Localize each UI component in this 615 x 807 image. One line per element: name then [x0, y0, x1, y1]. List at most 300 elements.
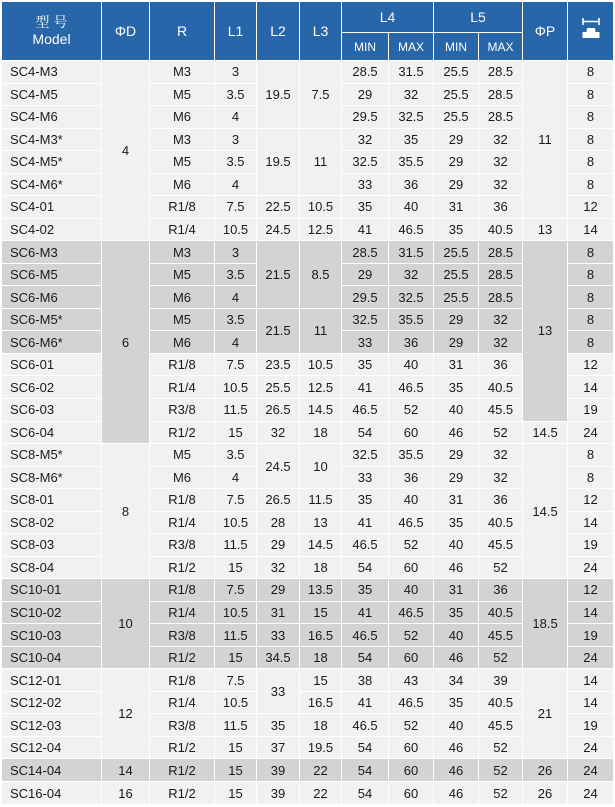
cell-wrench-size: 24 [568, 646, 614, 669]
cell-l5-min: 35 [434, 691, 479, 714]
cell-r: R1/4 [150, 511, 215, 534]
cell-l5-min: 25.5 [434, 83, 479, 106]
cell-l5-min: 46 [434, 556, 479, 579]
cell-l2: 24.5 [257, 218, 300, 241]
cell-l5-min: 29 [434, 173, 479, 196]
cell-r: M3 [150, 241, 215, 264]
cell-wrench-size: 14 [568, 601, 614, 624]
cell-l3: 18 [300, 646, 342, 669]
cell-r: R1/8 [150, 489, 215, 512]
cell-l3: 14.5 [300, 534, 342, 557]
cell-l3: 12.5 [300, 376, 342, 399]
cell-r: M6 [150, 466, 215, 489]
cell-l4-min: 54 [342, 556, 389, 579]
cell-l5-min: 40 [434, 398, 479, 421]
cell-l5-max: 52 [479, 421, 523, 444]
cell-l2: 32 [257, 421, 300, 444]
cell-model: SC8-02 [2, 511, 102, 534]
cell-l5-max: 45.5 [479, 534, 523, 557]
cell-l2: 32 [257, 556, 300, 579]
cell-l1: 3 [215, 128, 257, 151]
cell-l5-min: 35 [434, 511, 479, 534]
cell-l4-min: 54 [342, 782, 389, 805]
cell-l4-max: 31.5 [389, 61, 434, 84]
cell-wrench-size: 24 [568, 759, 614, 782]
cell-l4-min: 35 [342, 489, 389, 512]
cell-l1: 10.5 [215, 601, 257, 624]
cell-r: R3/8 [150, 714, 215, 737]
cell-r: R1/2 [150, 736, 215, 759]
cell-wrench-size: 14 [568, 691, 614, 714]
cell-l5-min: 46 [434, 759, 479, 782]
cell-model: SC8-M5* [2, 444, 102, 467]
cell-l4-max: 46.5 [389, 218, 434, 241]
cell-l3: 12.5 [300, 218, 342, 241]
cell-l3: 8.5 [300, 241, 342, 309]
cell-l5-max: 32 [479, 173, 523, 196]
cell-l5-max: 52 [479, 782, 523, 805]
cell-l1: 3.5 [215, 308, 257, 331]
cell-l4-max: 46.5 [389, 691, 434, 714]
cell-model: SC4-M3* [2, 128, 102, 151]
cell-l1: 7.5 [215, 353, 257, 376]
header-l3: L3 [300, 2, 342, 61]
cell-l1: 3.5 [215, 263, 257, 286]
cell-l3: 16.5 [300, 624, 342, 647]
cell-phi-d: 8 [102, 444, 150, 579]
cell-l2: 37 [257, 736, 300, 759]
cell-l4-max: 46.5 [389, 601, 434, 624]
cell-r: M5 [150, 444, 215, 467]
cell-r: R1/2 [150, 421, 215, 444]
cell-phi-p: 14.5 [523, 444, 568, 579]
cell-model: SC4-M5 [2, 83, 102, 106]
cell-l5-max: 40.5 [479, 511, 523, 534]
cell-l5-min: 31 [434, 353, 479, 376]
cell-l1: 10.5 [215, 511, 257, 534]
cell-phi-p: 26 [523, 759, 568, 782]
cell-l5-max: 40.5 [479, 691, 523, 714]
cell-wrench-size: 14 [568, 669, 614, 692]
cell-phi-p: 13 [523, 241, 568, 421]
cell-l4-min: 29 [342, 83, 389, 106]
cell-l5-min: 31 [434, 489, 479, 512]
cell-wrench-size: 12 [568, 579, 614, 602]
cell-r: M6 [150, 173, 215, 196]
cell-l4-min: 32.5 [342, 444, 389, 467]
cell-wrench-size: 8 [568, 466, 614, 489]
cell-r: R1/4 [150, 376, 215, 399]
cell-l5-max: 28.5 [479, 106, 523, 129]
cell-l2: 31 [257, 601, 300, 624]
cell-wrench-size: 14 [568, 218, 614, 241]
cell-l3: 13 [300, 511, 342, 534]
cell-l4-min: 33 [342, 466, 389, 489]
cell-l2: 25.5 [257, 376, 300, 399]
cell-l5-max: 28.5 [479, 61, 523, 84]
cell-model: SC8-04 [2, 556, 102, 579]
cell-l4-max: 35.5 [389, 444, 434, 467]
header-l5-min: MIN [434, 33, 479, 61]
cell-r: R1/2 [150, 646, 215, 669]
cell-l5-max: 32 [479, 466, 523, 489]
cell-l1: 15 [215, 646, 257, 669]
cell-l4-max: 31.5 [389, 241, 434, 264]
cell-l2: 33 [257, 624, 300, 647]
cell-l5-max: 40.5 [479, 601, 523, 624]
cell-l4-min: 29 [342, 263, 389, 286]
cell-l3: 18 [300, 556, 342, 579]
cell-phi-p: 18.5 [523, 579, 568, 669]
cell-l5-max: 52 [479, 556, 523, 579]
cell-phi-p: 21 [523, 669, 568, 759]
cell-l4-min: 41 [342, 218, 389, 241]
cell-l4-max: 60 [389, 759, 434, 782]
cell-l4-max: 60 [389, 421, 434, 444]
cell-l5-min: 25.5 [434, 61, 479, 84]
cell-l4-max: 32.5 [389, 286, 434, 309]
cell-l5-max: 32 [479, 444, 523, 467]
cell-l1: 15 [215, 759, 257, 782]
cell-l4-max: 46.5 [389, 511, 434, 534]
cell-l2: 23.5 [257, 353, 300, 376]
cell-wrench-size: 8 [568, 106, 614, 129]
header-l5: L5 [434, 2, 523, 33]
header-phi-p: ΦP [523, 2, 568, 61]
cell-l3: 19.5 [300, 736, 342, 759]
cell-l3: 18 [300, 714, 342, 737]
cell-l3: 16.5 [300, 691, 342, 714]
cell-r: R1/8 [150, 353, 215, 376]
cell-wrench-size: 19 [568, 534, 614, 557]
cell-l2: 34.5 [257, 646, 300, 669]
cell-l5-max: 52 [479, 736, 523, 759]
cell-l3: 15 [300, 669, 342, 692]
cell-wrench-size: 8 [568, 173, 614, 196]
cell-l1: 7.5 [215, 669, 257, 692]
cell-model: SC12-01 [2, 669, 102, 692]
cell-l4-max: 32 [389, 83, 434, 106]
cell-l1: 10.5 [215, 376, 257, 399]
cell-model: SC4-02 [2, 218, 102, 241]
cell-l3: 10.5 [300, 196, 342, 219]
cell-l5-max: 36 [479, 196, 523, 219]
cell-l4-min: 46.5 [342, 534, 389, 557]
cell-l2: 33 [257, 669, 300, 714]
cell-l1: 7.5 [215, 196, 257, 219]
cell-wrench-size: 19 [568, 398, 614, 421]
cell-l5-min: 40 [434, 714, 479, 737]
header-l4-max: MAX [389, 33, 434, 61]
cell-phi-d: 12 [102, 669, 150, 759]
cell-l4-max: 32 [389, 263, 434, 286]
cell-model: SC12-04 [2, 736, 102, 759]
cell-l5-min: 29 [434, 308, 479, 331]
cell-l4-max: 43 [389, 669, 434, 692]
cell-l4-min: 54 [342, 421, 389, 444]
cell-model: SC12-03 [2, 714, 102, 737]
cell-l5-max: 52 [479, 759, 523, 782]
cell-model: SC6-M5* [2, 308, 102, 331]
cell-model: SC4-M5* [2, 151, 102, 174]
cell-wrench-size: 8 [568, 83, 614, 106]
cell-l1: 4 [215, 466, 257, 489]
cell-wrench-size: 8 [568, 308, 614, 331]
cell-l4-min: 54 [342, 646, 389, 669]
header-model [2, 2, 102, 61]
wrench-size-icon [580, 16, 602, 47]
cell-phi-p: 13 [523, 218, 568, 241]
cell-l3: 22 [300, 782, 342, 805]
cell-wrench-size: 24 [568, 782, 614, 805]
cell-l4-min: 46.5 [342, 624, 389, 647]
cell-wrench-size: 14 [568, 376, 614, 399]
cell-l1: 3 [215, 241, 257, 264]
cell-l5-max: 45.5 [479, 714, 523, 737]
cell-l5-min: 46 [434, 736, 479, 759]
cell-l5-min: 40 [434, 624, 479, 647]
cell-l1: 10.5 [215, 691, 257, 714]
cell-l1: 15 [215, 782, 257, 805]
cell-model: SC10-02 [2, 601, 102, 624]
cell-phi-d: 16 [102, 782, 150, 805]
cell-l1: 4 [215, 106, 257, 129]
cell-wrench-size: 8 [568, 286, 614, 309]
cell-l4-min: 35 [342, 196, 389, 219]
cell-l3: 15 [300, 601, 342, 624]
cell-wrench-size: 24 [568, 556, 614, 579]
cell-l1: 15 [215, 421, 257, 444]
cell-l5-max: 28.5 [479, 83, 523, 106]
cell-l2: 39 [257, 782, 300, 805]
cell-r: M3 [150, 128, 215, 151]
cell-l3: 11.5 [300, 489, 342, 512]
cell-wrench-size: 12 [568, 353, 614, 376]
cell-l4-min: 41 [342, 691, 389, 714]
cell-wrench-size: 8 [568, 263, 614, 286]
cell-l4-min: 29.5 [342, 106, 389, 129]
cell-l2: 21.5 [257, 308, 300, 353]
cell-wrench-size: 19 [568, 624, 614, 647]
header-model-cn: 型 号 [35, 14, 68, 30]
spec-table [1, 1, 614, 805]
cell-r: R1/8 [150, 669, 215, 692]
header-wrench [568, 2, 614, 61]
cell-l2: 39 [257, 759, 300, 782]
cell-model: SC4-M6* [2, 173, 102, 196]
header-l2: L2 [257, 2, 300, 61]
cell-l4-min: 35 [342, 353, 389, 376]
cell-model: SC6-02 [2, 376, 102, 399]
cell-phi-d: 4 [102, 61, 150, 241]
cell-l4-min: 38 [342, 669, 389, 692]
cell-model: SC6-03 [2, 398, 102, 421]
cell-r: M5 [150, 308, 215, 331]
cell-l1: 3.5 [215, 83, 257, 106]
cell-l5-max: 40.5 [479, 376, 523, 399]
cell-l1: 3.5 [215, 151, 257, 174]
cell-l4-max: 36 [389, 173, 434, 196]
cell-r: M5 [150, 83, 215, 106]
cell-l5-max: 36 [479, 579, 523, 602]
cell-wrench-size: 19 [568, 714, 614, 737]
header-r: R [150, 2, 215, 61]
cell-l1: 3 [215, 61, 257, 84]
cell-l5-min: 35 [434, 601, 479, 624]
cell-model: SC16-04 [2, 782, 102, 805]
cell-wrench-size: 14 [568, 511, 614, 534]
cell-l4-min: 46.5 [342, 398, 389, 421]
header-l4-min: MIN [342, 33, 389, 61]
cell-l4-max: 35.5 [389, 308, 434, 331]
cell-l4-min: 41 [342, 376, 389, 399]
cell-l5-min: 46 [434, 421, 479, 444]
cell-model: SC4-M6 [2, 106, 102, 129]
cell-l4-max: 46.5 [389, 376, 434, 399]
header-model-en: Model [32, 31, 71, 47]
cell-wrench-size: 8 [568, 61, 614, 84]
cell-l4-min: 33 [342, 173, 389, 196]
cell-l5-max: 32 [479, 308, 523, 331]
cell-wrench-size: 12 [568, 196, 614, 219]
cell-l1: 4 [215, 286, 257, 309]
cell-l4-min: 35 [342, 579, 389, 602]
cell-l5-min: 46 [434, 646, 479, 669]
cell-l1: 3.5 [215, 444, 257, 467]
cell-l1: 7.5 [215, 579, 257, 602]
cell-l4-max: 60 [389, 782, 434, 805]
cell-l2: 29 [257, 534, 300, 557]
cell-l4-min: 33 [342, 331, 389, 354]
cell-r: M6 [150, 106, 215, 129]
cell-l1: 11.5 [215, 624, 257, 647]
cell-l3: 18 [300, 421, 342, 444]
cell-l5-min: 25.5 [434, 286, 479, 309]
header-l4: L4 [342, 2, 434, 33]
cell-l4-min: 46.5 [342, 714, 389, 737]
cell-l4-max: 52 [389, 534, 434, 557]
cell-r: R3/8 [150, 624, 215, 647]
cell-l1: 7.5 [215, 489, 257, 512]
cell-r: R1/4 [150, 691, 215, 714]
cell-l4-max: 36 [389, 331, 434, 354]
cell-wrench-size: 24 [568, 736, 614, 759]
cell-l2: 21.5 [257, 241, 300, 309]
cell-phi-p: 14.5 [523, 421, 568, 444]
cell-model: SC6-M3 [2, 241, 102, 264]
cell-l5-min: 29 [434, 331, 479, 354]
cell-l4-max: 40 [389, 489, 434, 512]
cell-l5-max: 32 [479, 151, 523, 174]
cell-l5-min: 29 [434, 466, 479, 489]
cell-l4-max: 52 [389, 714, 434, 737]
cell-l3: 10 [300, 444, 342, 489]
header-phi-d: ΦD [102, 2, 150, 61]
cell-l1: 4 [215, 331, 257, 354]
cell-l5-max: 40.5 [479, 218, 523, 241]
cell-wrench-size: 8 [568, 128, 614, 151]
cell-l4-max: 32.5 [389, 106, 434, 129]
cell-l5-max: 36 [479, 489, 523, 512]
cell-l4-min: 28.5 [342, 241, 389, 264]
cell-l1: 11.5 [215, 534, 257, 557]
cell-l5-min: 25.5 [434, 106, 479, 129]
cell-l4-max: 35 [389, 128, 434, 151]
cell-l2: 24.5 [257, 444, 300, 489]
cell-l5-max: 39 [479, 669, 523, 692]
cell-l4-max: 60 [389, 736, 434, 759]
cell-l5-min: 40 [434, 534, 479, 557]
cell-l3: 7.5 [300, 61, 342, 129]
cell-r: R1/4 [150, 601, 215, 624]
cell-l3: 11 [300, 308, 342, 353]
cell-r: R1/2 [150, 759, 215, 782]
cell-model: SC6-01 [2, 353, 102, 376]
cell-l5-max: 28.5 [479, 263, 523, 286]
cell-model: SC8-01 [2, 489, 102, 512]
cell-l5-min: 25.5 [434, 241, 479, 264]
cell-model: SC6-M6* [2, 331, 102, 354]
cell-l5-min: 46 [434, 782, 479, 805]
cell-l1: 15 [215, 736, 257, 759]
cell-l5-min: 29 [434, 151, 479, 174]
cell-l4-max: 60 [389, 556, 434, 579]
cell-l4-min: 32.5 [342, 308, 389, 331]
cell-l4-max: 36 [389, 466, 434, 489]
cell-l5-max: 32 [479, 128, 523, 151]
cell-l4-min: 32.5 [342, 151, 389, 174]
cell-r: M5 [150, 263, 215, 286]
cell-model: SC8-03 [2, 534, 102, 557]
cell-wrench-size: 8 [568, 151, 614, 174]
cell-r: R3/8 [150, 398, 215, 421]
cell-l4-max: 40 [389, 353, 434, 376]
cell-wrench-size: 8 [568, 331, 614, 354]
cell-l4-max: 40 [389, 196, 434, 219]
cell-model: SC4-M3 [2, 61, 102, 84]
cell-r: M3 [150, 61, 215, 84]
cell-r: R1/2 [150, 556, 215, 579]
cell-r: M5 [150, 151, 215, 174]
cell-l5-max: 45.5 [479, 624, 523, 647]
cell-r: M6 [150, 286, 215, 309]
cell-l4-max: 35.5 [389, 151, 434, 174]
cell-r: M6 [150, 331, 215, 354]
cell-l3: 14.5 [300, 398, 342, 421]
cell-model: SC8-M6* [2, 466, 102, 489]
cell-model: SC10-04 [2, 646, 102, 669]
cell-l5-min: 35 [434, 218, 479, 241]
cell-r: R1/2 [150, 782, 215, 805]
cell-l5-min: 25.5 [434, 263, 479, 286]
cell-l5-min: 31 [434, 579, 479, 602]
cell-l5-min: 29 [434, 444, 479, 467]
cell-phi-p: 26 [523, 782, 568, 805]
cell-l5-max: 28.5 [479, 241, 523, 264]
cell-l5-max: 36 [479, 353, 523, 376]
header-l1: L1 [215, 2, 257, 61]
cell-l2: 28 [257, 511, 300, 534]
cell-l5-max: 32 [479, 331, 523, 354]
cell-r: R1/8 [150, 196, 215, 219]
cell-r: R1/8 [150, 579, 215, 602]
cell-l5-max: 45.5 [479, 398, 523, 421]
cell-l5-max: 52 [479, 646, 523, 669]
cell-l1: 11.5 [215, 714, 257, 737]
cell-l4-min: 29.5 [342, 286, 389, 309]
cell-l2: 26.5 [257, 489, 300, 512]
cell-l4-min: 28.5 [342, 61, 389, 84]
